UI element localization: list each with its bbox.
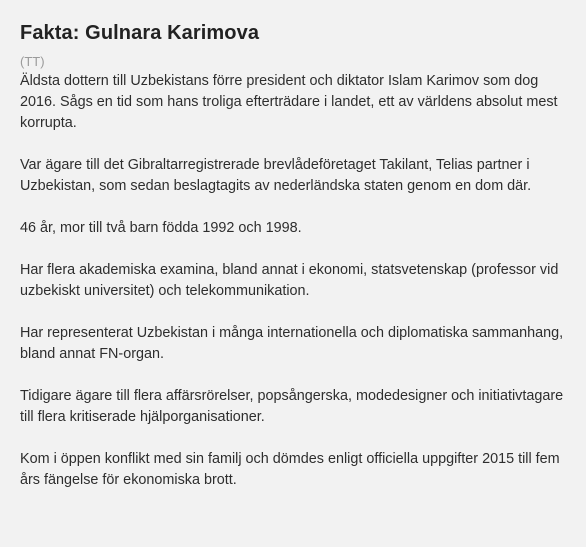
fact-paragraph-2: Var ägare till det Gibraltarregistrerade brevlådeföretaget Takilant, Telias partner i Uzbekistan, som sedan beslagtagits av nederländska staten genom en dom där. xyxy=(20,157,532,194)
fact-paragraph-5: Har representerat Uzbekistan i många internationella och diplomatiska sammanhang, bland annat FN-organ. xyxy=(20,325,564,362)
source-label: (TT) xyxy=(20,54,45,69)
fact-paragraph-3: 46 år, mor till två barn födda 1992 och 1998. xyxy=(20,220,302,236)
fact-paragraph-4: Har flera akademiska examina, bland annat i ekonomi, statsvetenskap (professor vid uzbekiskt universitet) och telekommunikation. xyxy=(20,262,559,299)
fact-paragraph-6: Tidigare ägare till flera affärsrörelser, popsångerska, modedesigner och initiativtagare till flera kritiserade hjälporganisationer. xyxy=(20,388,564,425)
fact-box-title: Fakta: Gulnara Karimova xyxy=(20,22,260,44)
fact-paragraph-7: Kom i öppen konflikt med sin familj och dömdes enligt officiella uppgifter 2015 till fem års fängelse för ekonomiska brott. xyxy=(20,451,560,488)
fact-paragraph-1: Äldsta dottern till Uzbekistans förre president och diktator Islam Karimov som dog 2016. Sågs en tid som hans troliga efterträdare i landet, ett av världens absolut mest korrupta. xyxy=(20,73,558,131)
